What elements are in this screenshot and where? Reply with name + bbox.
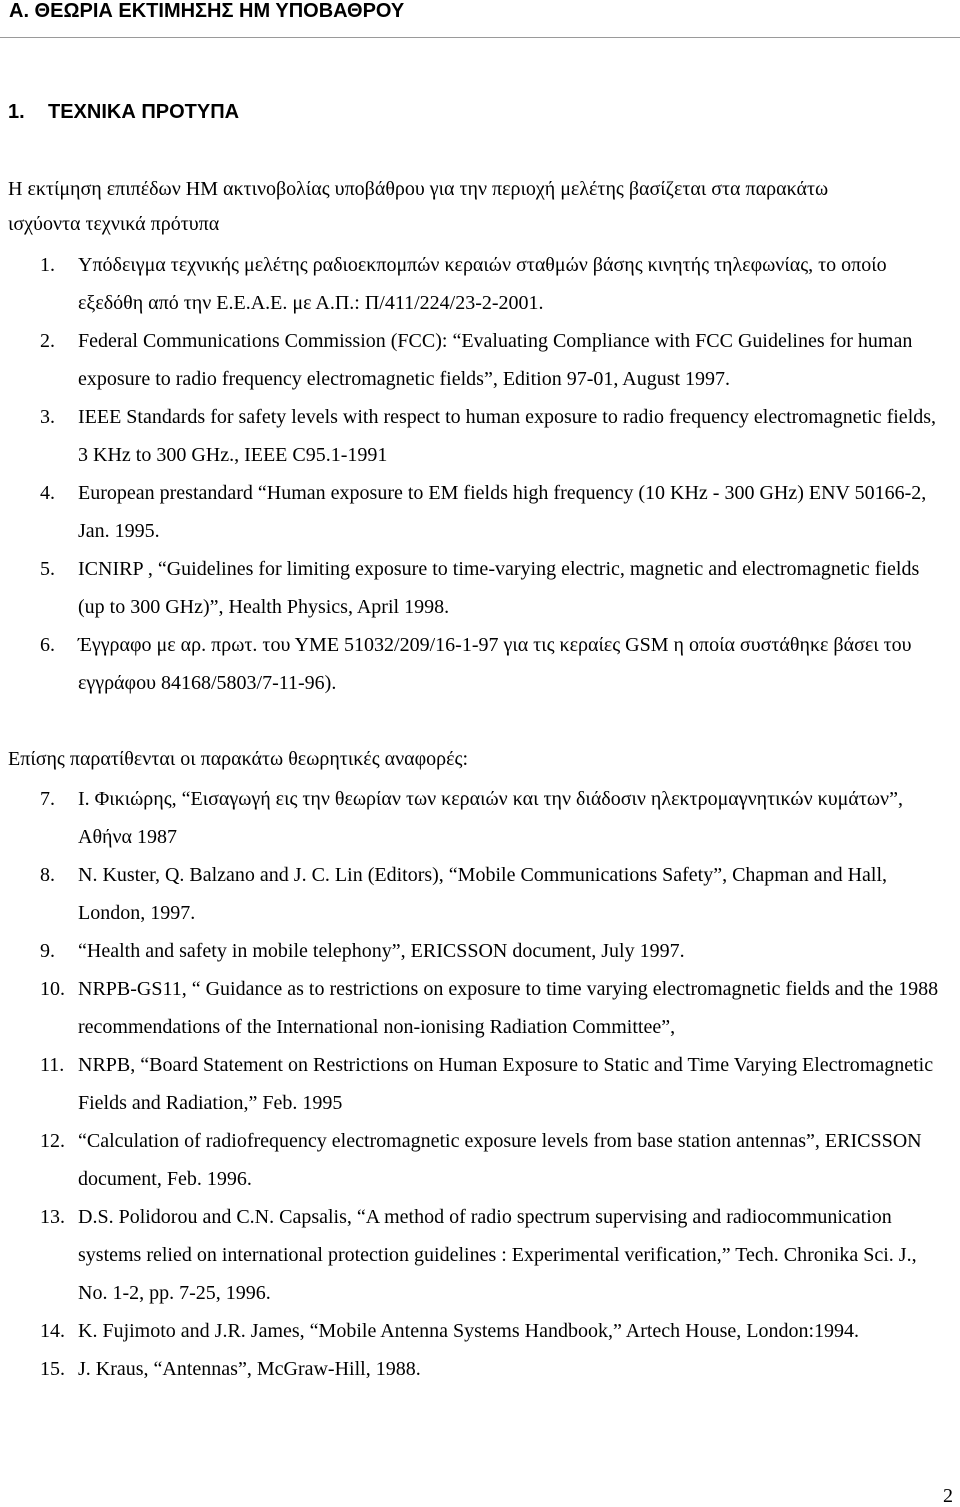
list-item (8, 1350, 948, 1388)
intro-line-2: ισχύοντα τεχνικά πρότυπα (8, 213, 220, 235)
list-item-number: 3. (40, 406, 55, 428)
list-item (8, 474, 948, 550)
list-item-text: Έγγραφο με αρ. πρωτ. του ΥΜΕ 51032/209/16-1-97 για τις κεραίες GSM η οποία συστάθηκε βάσει του εγγράφου 84168/5803/7-11-96). (78, 634, 912, 694)
list-item-text: Federal Communications Commission (FCC): “Evaluating Compliance with FCC Guidelines for human exposure to radio frequency electromagnetic fields”, Edition 97-01, August 1997. (78, 330, 913, 390)
page-header (0, 0, 960, 38)
list-item (8, 856, 948, 932)
list-item-text: NRPB-GS11, “ Guidance as to restrictions on exposure to time varying electromagnetic fields and the 1988 recommendations of the International non-ionising Radiation Committee”, (78, 978, 939, 1038)
section-heading (8, 99, 239, 125)
intro-paragraph (8, 170, 948, 240)
section-title: ΤΕΧΝΙΚΑ ΠΡΟΤΥΠΑ (48, 101, 240, 123)
list-item-text: Υπόδειγμα τεχνικής μελέτης ραδιοεκπομπών κεραιών σταθμών βάσης κινητής τηλεφωνίας, το οποίο εξεδόθη από την Ε.Ε.Α.Ε. με Α.Π.: Π/411/224/23-2-2001. (78, 254, 887, 314)
list-item-text: NRPB, “Board Statement on Restrictions on Human Exposure to Static and Time Varying Electromagnetic Fields and Radiation,” Feb. 1995 (78, 1054, 934, 1114)
header-title: Α. ΘΕΩΡΙΑ ΕΚΤΙΜΗΣΗΣ ΗΜ ΥΠΟΒΑΘΡΟΥ (9, 0, 405, 22)
list-item (8, 550, 948, 626)
also-paragraph: Επίσης παρατίθενται οι παρακάτω θεωρητικές αναφορές: (8, 748, 469, 770)
list-item-text: IEEE Standards for safety levels with respect to human exposure to radio frequency electromagnetic fields, 3 KHz to 300 GHz., IEEE C95.1-1991 (78, 406, 937, 466)
list-item-number: 13. (40, 1206, 65, 1228)
list-item-number: 1. (40, 254, 55, 276)
list-item-number: 15. (40, 1358, 65, 1380)
references-list (8, 780, 948, 1388)
list-item (8, 246, 948, 322)
list-item-number: 14. (40, 1320, 65, 1342)
list-item (8, 1122, 948, 1198)
list-item-number: 12. (40, 1130, 65, 1152)
list-item (8, 1312, 948, 1350)
list-item-number: 8. (40, 864, 55, 886)
page-number: 2 (943, 1485, 953, 1507)
list-item-number: 6. (40, 634, 55, 656)
list-item-number: 2. (40, 330, 55, 352)
list-item (8, 322, 948, 398)
list-item-text: Ι. Φικιώρης, “Εισαγωγή εις την θεωρίαν των κεραιών και την διάδοσιν ηλεκτρομαγνητικών κυμάτων”, Αθήνα 1987 (78, 788, 903, 848)
list-item-number: 4. (40, 482, 55, 504)
list-item-text: N. Kuster, Q. Balzano and J. C. Lin (Editors), “Mobile Communications Safety”, Chapman and Hall, London, 1997. (78, 864, 888, 924)
list-item (8, 626, 948, 702)
list-item-number: 5. (40, 558, 55, 580)
list-item-text: K. Fujimoto and J.R. James, “Mobile Antenna Systems Handbook,” Artech House, London:1994. (78, 1320, 860, 1342)
list-item-number: 7. (40, 788, 55, 810)
list-item-number: 11. (40, 1054, 65, 1076)
list-item-number: 10. (40, 978, 65, 1000)
list-item-text: J. Kraus, “Antennas”, McGraw-Hill, 1988. (78, 1358, 421, 1380)
list-item-text: “Calculation of radiofrequency electromagnetic exposure levels from base station antennas”, ERICSSON document, Feb. 1996. (78, 1130, 922, 1190)
list-item-number: 9. (40, 940, 55, 962)
list-item (8, 1046, 948, 1122)
list-item-text: D.S. Polidorou and C.N. Capsalis, “A method of radio spectrum supervising and radiocommunication systems relied on international protection guidelines : Experimental verification,” Tech. Chronika Sci. J., No. 1-2, pp. 7-25, 1996. (78, 1206, 917, 1304)
intro-line-1: Η εκτίμηση επιπέδων ΗΜ ακτινοβολίας υποβάθρου για την περιοχή μελέτης βασίζεται στα παρακάτω (8, 178, 829, 200)
section-number: 1. (8, 101, 25, 123)
list-item-text: ICNIRP , “Guidelines for limiting exposure to time-varying electric, magnetic and electromagnetic fields (up to 300 GHz)”, Health Physics, April 1998. (78, 558, 920, 618)
list-item (8, 780, 948, 856)
list-item (8, 398, 948, 474)
standards-list (8, 246, 948, 702)
list-item (8, 970, 948, 1046)
list-item-text: “Health and safety in mobile telephony”, ERICSSON document, July 1997. (78, 940, 685, 962)
list-item (8, 932, 948, 970)
list-item-text: European prestandard “Human exposure to EM fields high frequency (10 KHz - 300 GHz) ENV 50166-2, Jan. 1995. (78, 482, 927, 542)
list-item (8, 1198, 948, 1312)
